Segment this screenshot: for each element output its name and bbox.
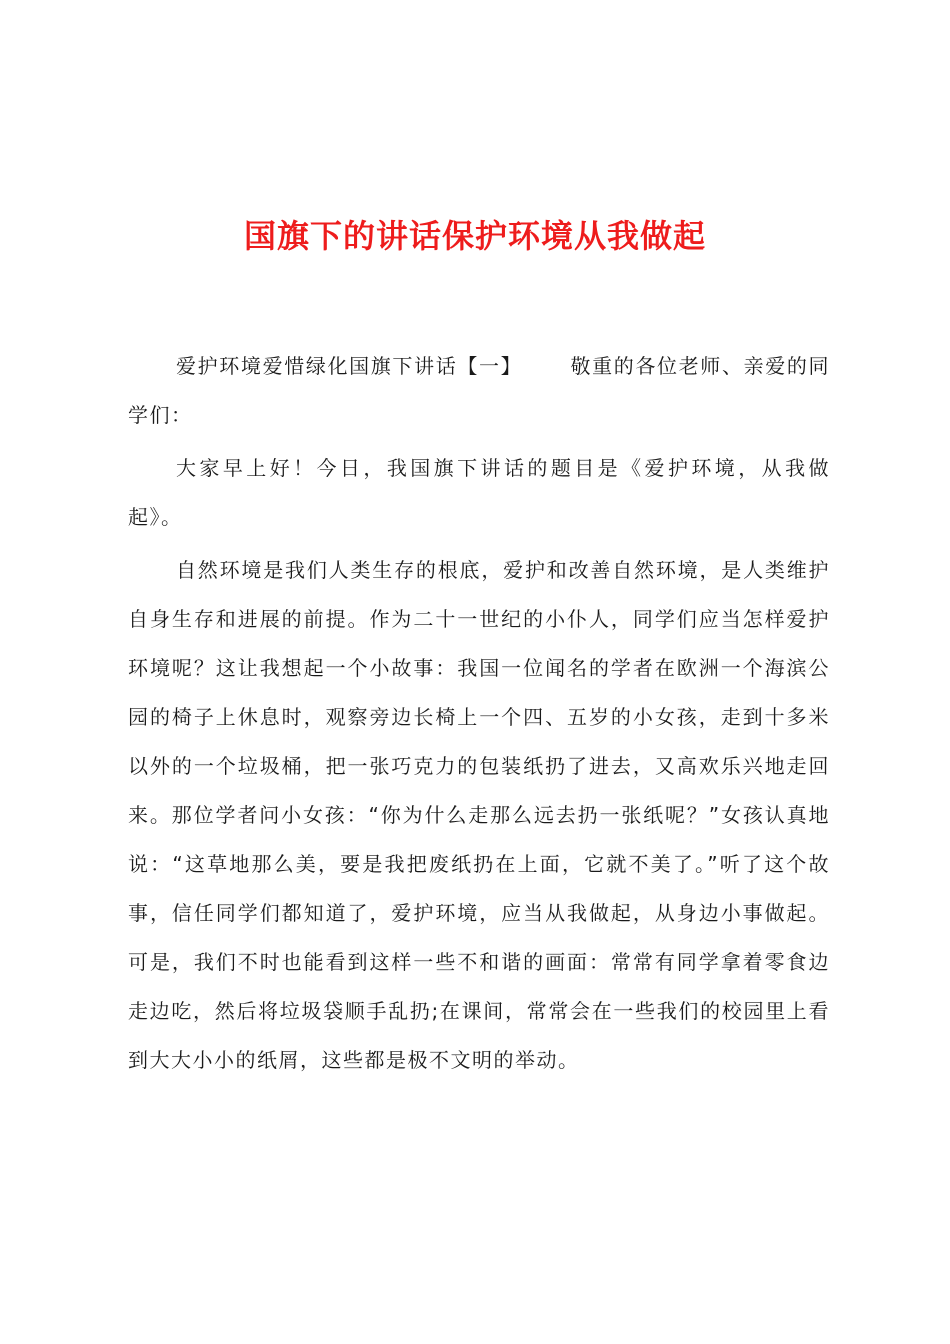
document-body [128,342,830,1091]
paragraph-intro-lead: 爱护环境爱惜绿化国旗下讲话【一】 [176,354,523,378]
paragraph-main: 自然环境是我们人类生存的根底，爱护和改善自然环境，是人类维护自身生存和进展的前提。作为二十一世纪的小仆人，同学们应当怎样爱护环境呢？这让我想起一个小故事：我国一位闻名的学者在欧洲一个海滨公园的椅子上休息时，观察旁边长椅上一个四、五岁的小女孩，走到十多米以外的一个垃圾桶，把一张巧克力的包装纸扔了进去，又高欢乐兴地走回来。那位学者问小女孩：“你为什么走那么远去扔一张纸呢？”女孩认真地说：“这草地那么美，要是我把废纸扔在上面，它就不美了。”听了这个故事，信任同学们都知道了，爱护环境，应当从我做起，从身边小事做起。可是，我们不时也能看到这样一些不和谐的画面：常常有同学拿着零食边走边吃，然后将垃圾袋顺手乱扔;在课间，常常会在一些我们的校园里上看到大大小小的纸屑，这些都是极不文明的举动。 [128,558,830,1072]
paragraph-intro-rest: 敬重的各位老师、亲爱的同学们： [128,354,831,427]
paragraph-greeting: 大家早上好！今日，我国旗下讲话的题目是《爱护环境，从我做起》。 [128,456,830,529]
paragraph-intro [128,342,830,440]
document-title: 国旗下的讲话保护环境从我做起 [243,217,706,255]
